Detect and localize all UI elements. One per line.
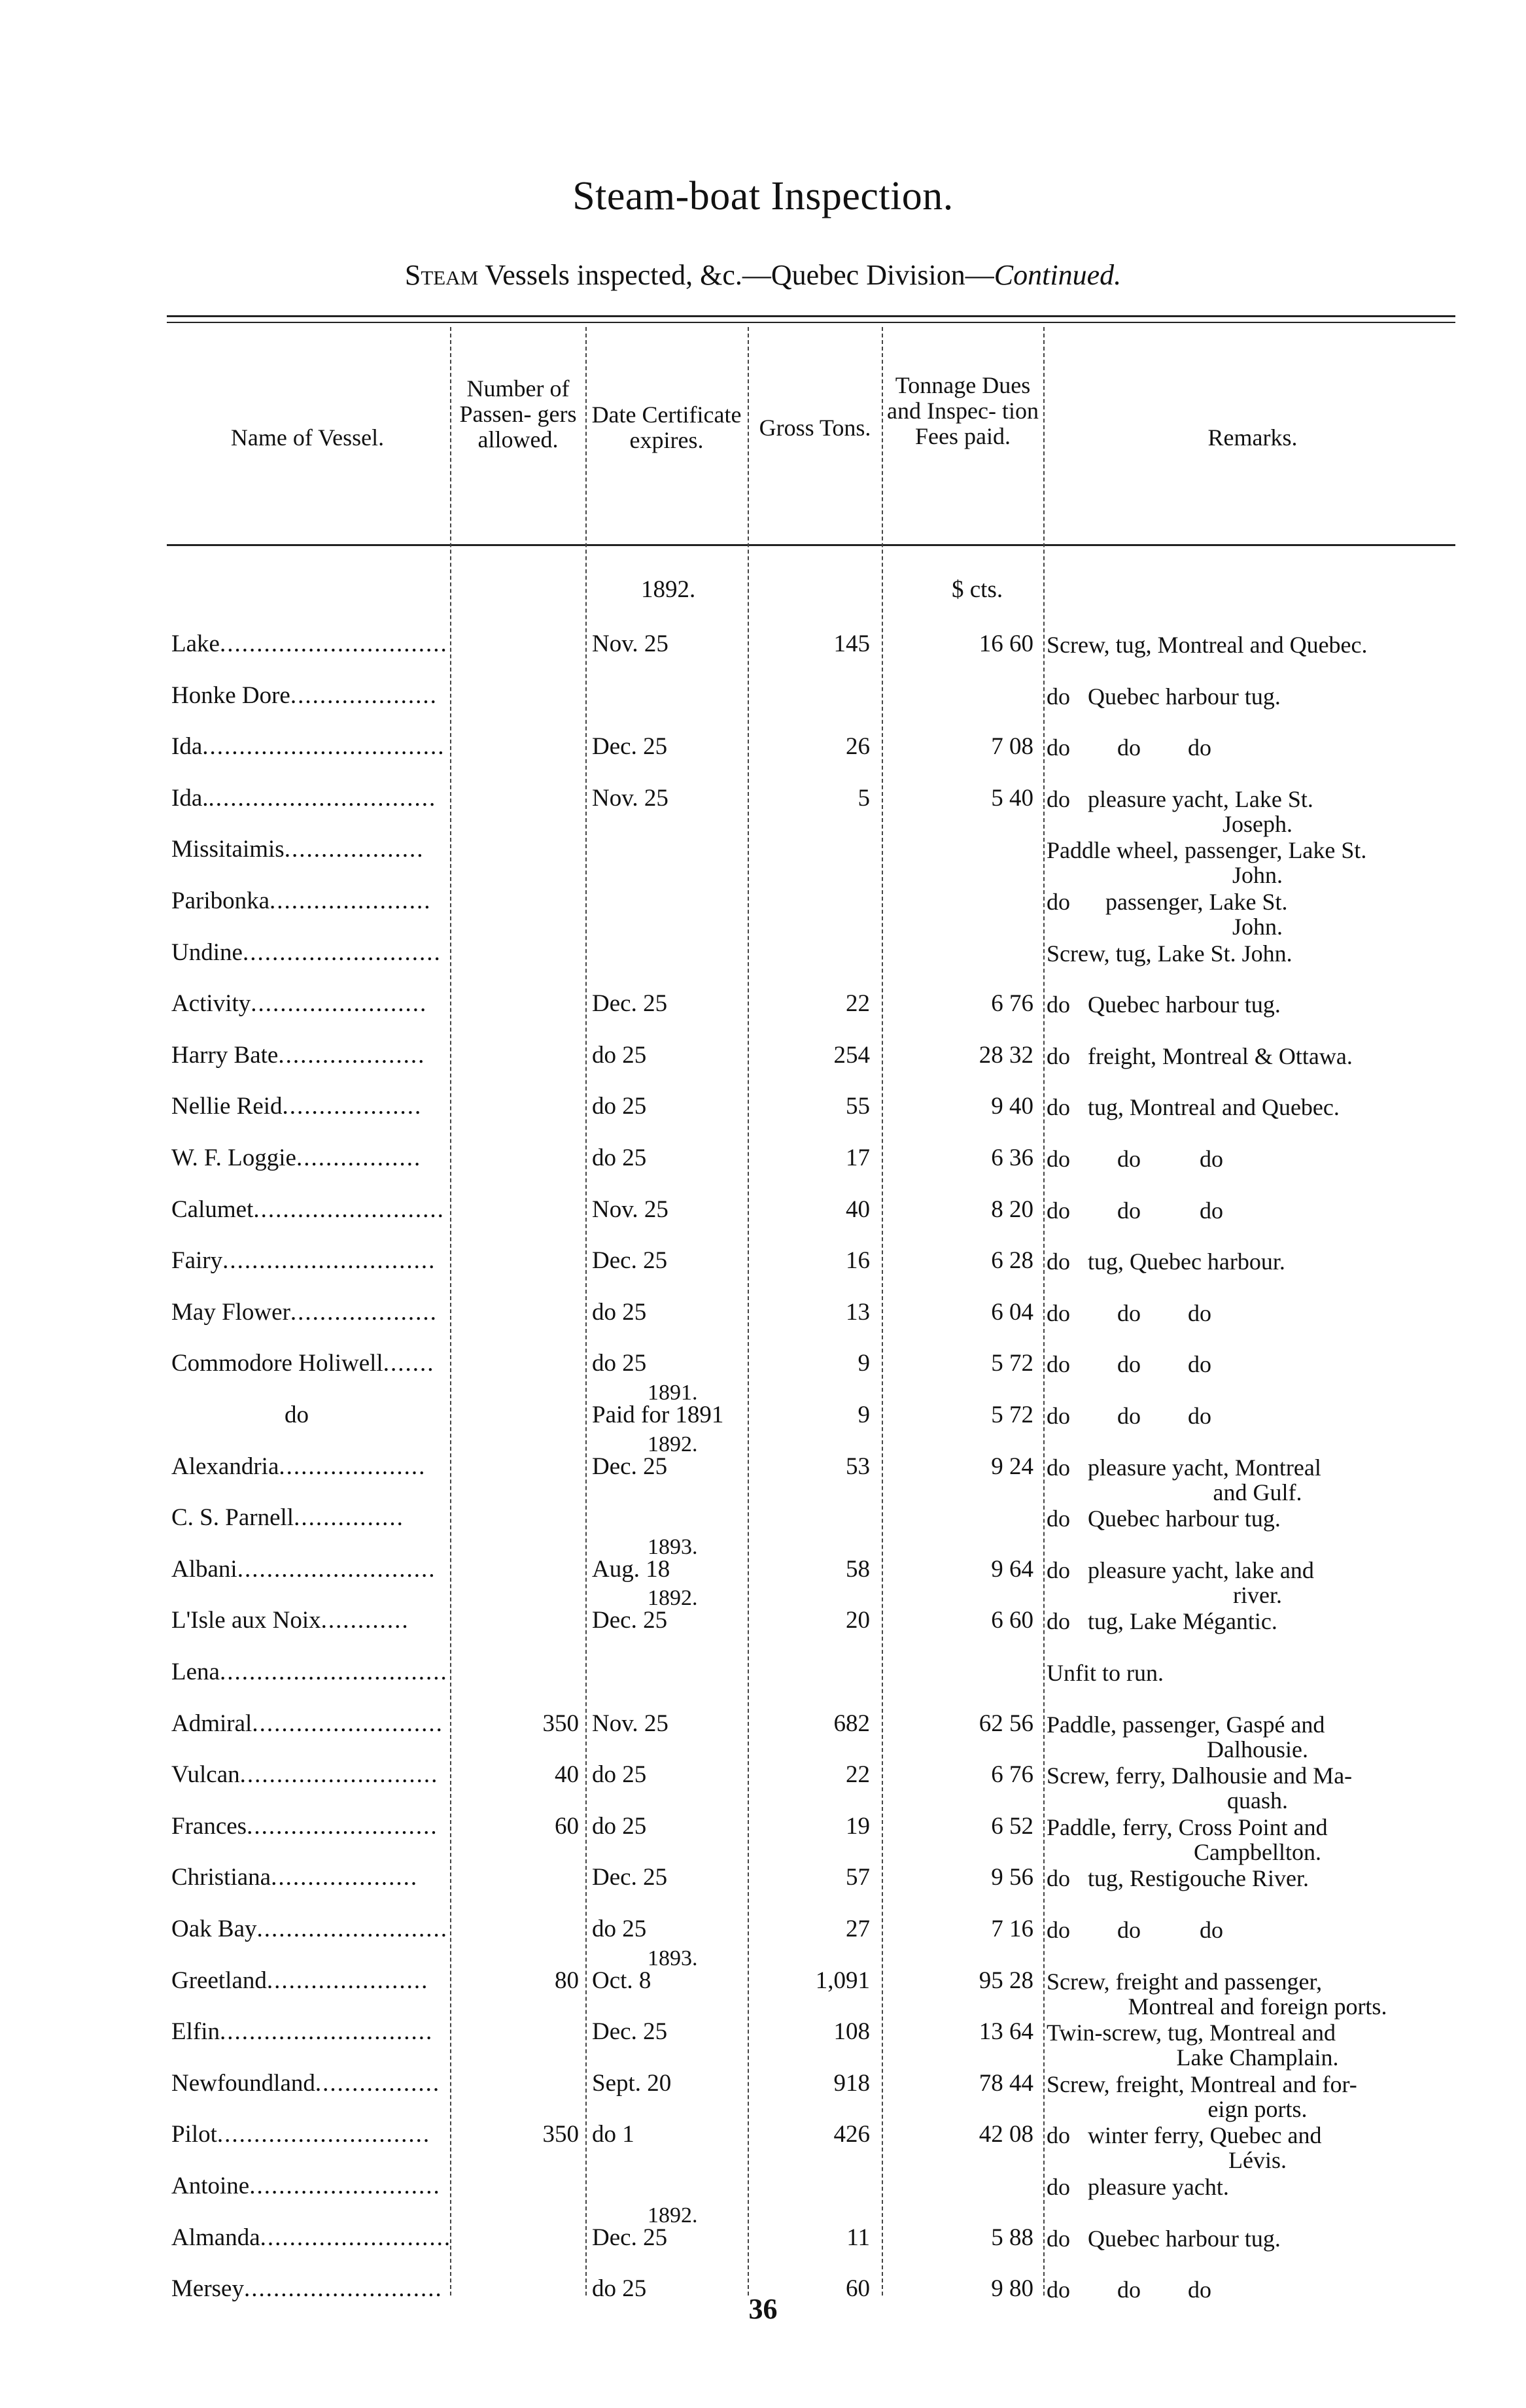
fees-cell: 6 52 [991, 1813, 1033, 1840]
date-cell: do 25 [592, 1042, 647, 1069]
remarks-line: do tug, Restigouche River. [1047, 1865, 1309, 1891]
remarks-cell [1047, 2123, 1468, 2173]
vessel-name: Alexandria.................... [171, 1453, 426, 1480]
vessel-name: Lena............................... [171, 1659, 448, 1685]
fees-cell: 95 28 [979, 1967, 1033, 1994]
date-cell: do 1 [592, 2121, 634, 2148]
date-cell: Dec. 25 [592, 1607, 668, 1634]
vessel-name: May Flower.................... [171, 1299, 438, 1326]
dot-leader: ........................... [239, 1761, 439, 1788]
remarks-line: do do do [1047, 1146, 1223, 1172]
column-divider [882, 327, 883, 2296]
remarks-continuation: Campbellton. [1194, 1839, 1321, 1865]
remarks-line: Twin-screw, tug, Montreal and [1047, 2020, 1336, 2046]
vessel-name: L'Isle aux Noix............ [171, 1607, 409, 1634]
remarks-continuation: Montreal and foreign ports. [1128, 1993, 1387, 2020]
fees-cell: 6 60 [991, 1607, 1033, 1634]
dot-leader: ........................... [243, 2275, 443, 2302]
remarks-cell [1047, 992, 1468, 1017]
remarks-line: do pleasure yacht. [1047, 2174, 1229, 2200]
dot-leader: ....... [383, 1350, 435, 1377]
gross-tons-cell: 57 [846, 1864, 870, 1891]
remarks-line: Screw, tug, Montreal and Quebec. [1047, 632, 1368, 658]
gross-tons-cell: 254 [833, 1042, 870, 1069]
remarks-cell [1047, 1712, 1468, 1762]
remarks-cell [1047, 1301, 1468, 1326]
year-label: 1892. [641, 576, 696, 603]
gross-tons-cell: 918 [833, 2070, 870, 2097]
remarks-continuation: Lévis. [1228, 2147, 1287, 2173]
header-name: Name of Vessel. [230, 424, 385, 451]
dot-leader: ............................... [208, 785, 437, 812]
dot-leader: .................... [278, 1042, 426, 1069]
vessel-name: W. F. Loggie................. [171, 1144, 422, 1171]
remarks-continuation: John. [1232, 862, 1283, 888]
remarks-continuation: eign ports. [1207, 2096, 1308, 2122]
year-subheading: 1892. [648, 1586, 698, 1610]
remarks-cell [1047, 1044, 1468, 1069]
remarks-line: Paddle wheel, passenger, Lake St. [1047, 837, 1367, 863]
dot-leader: ........................... [242, 939, 442, 966]
remarks-line: Screw, ferry, Dalhousie and Ma- [1047, 1763, 1353, 1789]
gross-tons-cell: 145 [833, 630, 870, 657]
remarks-line: Paddle, passenger, Gaspé and [1047, 1711, 1325, 1738]
dot-leader: .................... [279, 1453, 426, 1480]
gross-tons-cell: 9 [858, 1402, 870, 1428]
vessel-name: Almanda.......................... [171, 2224, 452, 2251]
date-cell: do 25 [592, 1813, 647, 1840]
remarks-cell [1047, 2175, 1468, 2199]
remarks-line: do winter ferry, Quebec and [1047, 2122, 1322, 2148]
vessel-name: Activity........................ [171, 990, 428, 1017]
dot-leader: ............................... [219, 630, 448, 657]
remarks-cell [1047, 1198, 1468, 1223]
date-cell: Dec. 25 [592, 1247, 668, 1274]
year-subheading: 1892. [648, 1432, 698, 1456]
remarks-cell [1047, 838, 1468, 887]
remarks-cell [1047, 2226, 1468, 2251]
remarks-line: Unfit to run. [1047, 1660, 1164, 1686]
fees-cell: 9 40 [991, 1093, 1033, 1120]
vessel-name: Newfoundland................. [171, 2070, 441, 2097]
remarks-cell [1047, 684, 1468, 709]
vessel-name: Pilot............................. [171, 2121, 431, 2148]
dot-leader: ................... [282, 1093, 423, 1120]
remarks-cell [1047, 632, 1468, 657]
dot-leader: .......................... [253, 1196, 445, 1223]
remarks-line: do do do [1047, 1917, 1223, 1943]
remarks-line: do do do [1047, 1351, 1211, 1377]
remarks-cell [1047, 1506, 1468, 1531]
remarks-cell [1047, 1146, 1468, 1171]
fees-cell: 9 24 [991, 1453, 1033, 1480]
header-rule [167, 544, 1455, 546]
fees-cell: 78 44 [979, 2070, 1033, 2097]
vessel-name: Oak Bay.......................... [171, 1916, 448, 1942]
fees-cell: 6 28 [991, 1247, 1033, 1274]
column-divider [1043, 327, 1045, 2296]
dot-leader: ................. [296, 1144, 422, 1171]
remarks-cell [1047, 1095, 1468, 1120]
vessel-name: Mersey........................... [171, 2275, 443, 2302]
dot-leader: .................... [271, 1864, 419, 1891]
remarks-continuation: Lake Champlain. [1176, 2044, 1339, 2071]
vessel-name: Missitaimis................... [171, 836, 425, 863]
remarks-cell [1047, 1249, 1468, 1274]
vessel-name: Albani........................... [171, 1556, 436, 1583]
remarks-cell [1047, 1660, 1468, 1685]
gross-tons-cell: 22 [846, 1761, 870, 1788]
fees-cell: 7 08 [991, 733, 1033, 760]
remarks-cell [1047, 889, 1468, 939]
date-cell: Dec. 25 [592, 2018, 668, 2045]
date-cell: Nov. 25 [592, 785, 668, 812]
date-cell: Nov. 25 [592, 1196, 668, 1223]
dot-leader: .......................... [256, 1916, 448, 1942]
remarks-line: do Quebec harbour tug. [1047, 1505, 1281, 1532]
gross-tons-cell: 55 [846, 1093, 870, 1120]
page-title: Steam-boat Inspection. [572, 174, 954, 218]
gross-tons-cell: 22 [846, 990, 870, 1017]
dot-leader: ............................... [219, 1659, 448, 1685]
remarks-line: do Quebec harbour tug. [1047, 991, 1281, 1018]
remarks-continuation: and Gulf. [1213, 1479, 1302, 1505]
date-cell: do 25 [592, 1093, 647, 1120]
date-cell: do 25 [592, 2275, 647, 2302]
remarks-cell [1047, 1815, 1468, 1865]
remarks-cell [1047, 2072, 1468, 2122]
fees-cell: 8 20 [991, 1196, 1033, 1223]
date-cell: Dec. 25 [592, 1453, 668, 1480]
gross-tons-cell: 53 [846, 1453, 870, 1480]
dot-leader: .......................... [247, 1813, 438, 1840]
remarks-cell [1047, 1918, 1468, 1942]
dot-leader: .................... [290, 1299, 438, 1326]
remarks-line: Screw, tug, Lake St. John. [1047, 940, 1292, 967]
remarks-cell [1047, 1403, 1468, 1428]
date-cell: Nov. 25 [592, 1710, 668, 1737]
passengers-cell: 350 [542, 2121, 579, 2148]
date-cell: Dec. 25 [592, 733, 668, 760]
remarks-line: do do do [1047, 1403, 1211, 1429]
vessel-name: Admiral.......................... [171, 1710, 443, 1737]
vessel-name: Harry Bate.................... [171, 1042, 426, 1069]
vessel-name: Frances.......................... [171, 1813, 438, 1840]
date-cell: do 25 [592, 1299, 647, 1326]
fees-cell: 28 32 [979, 1042, 1033, 1069]
remarks-cell [1047, 1455, 1468, 1505]
page-number: 36 [748, 2293, 778, 2325]
caption-continued: Continued. [994, 259, 1122, 291]
remarks-line: do do do [1047, 734, 1211, 761]
fees-cell: 6 36 [991, 1144, 1033, 1171]
passengers-cell: 350 [542, 1710, 579, 1737]
remarks-continuation: Joseph. [1223, 811, 1292, 837]
fees-cell: 13 64 [979, 2018, 1033, 2045]
year-subheading: 1891. [648, 1381, 698, 1405]
gross-tons-cell: 682 [833, 1710, 870, 1737]
dot-leader: .......................... [260, 2224, 452, 2251]
remarks-cell [1047, 787, 1468, 836]
remarks-line: Screw, freight, Montreal and for- [1047, 2071, 1357, 2097]
year-subheading: 1892. [648, 2203, 698, 2227]
vessel-name: Christiana.................... [171, 1864, 419, 1891]
vessel-name: Nellie Reid................... [171, 1093, 423, 1120]
fees-cell: 6 76 [991, 990, 1033, 1017]
vessel-name: Honke Dore.................... [171, 682, 438, 709]
vessel-name: Greetland...................... [171, 1967, 429, 1994]
fees-cell: 9 64 [991, 1556, 1033, 1583]
remarks-line: Paddle, ferry, Cross Point and [1047, 1814, 1328, 1840]
top-rule [167, 315, 1455, 317]
gross-tons-cell: 20 [846, 1607, 870, 1634]
vessel-name: C. S. Parnell............... [171, 1504, 404, 1531]
date-cell: Oct. 8 [592, 1967, 651, 1994]
gross-tons-cell: 58 [846, 1556, 870, 1583]
dot-leader: ............... [294, 1504, 404, 1531]
remarks-line: do do do [1047, 1300, 1211, 1326]
gross-tons-cell: 26 [846, 733, 870, 760]
dot-leader: ............................. [217, 2121, 431, 2148]
vessel-name: Undine........................... [171, 939, 442, 966]
remarks-continuation: quash. [1227, 1787, 1288, 1814]
date-cell: do 25 [592, 1761, 647, 1788]
date-cell: do 25 [592, 1916, 647, 1942]
date-cell: Paid for 1891 [592, 1402, 724, 1428]
vessel-name: Vulcan........................... [171, 1761, 439, 1788]
vessel-name: Elfin............................. [171, 2018, 434, 2045]
vessel-name: Calumet.......................... [171, 1196, 445, 1223]
passengers-cell: 40 [555, 1761, 579, 1788]
passengers-cell: 60 [555, 1813, 579, 1840]
header-remarks: Remarks. [1207, 424, 1298, 451]
fees-cell: 7 16 [991, 1916, 1033, 1942]
remarks-cell [1047, 1866, 1468, 1891]
dot-leader: ................. [315, 2070, 441, 2097]
header-tons: Gross Tons. [759, 415, 871, 441]
date-cell: do 25 [592, 1144, 647, 1171]
vessel-name: Ida................................. [171, 733, 445, 760]
gross-tons-cell: 27 [846, 1916, 870, 1942]
fees-cell: 42 08 [979, 2121, 1033, 2148]
date-cell: Sept. 20 [592, 2070, 672, 2097]
remarks-continuation: John. [1232, 914, 1283, 940]
gross-tons-cell: 426 [833, 2121, 870, 2148]
remarks-line: do pleasure yacht, Montreal [1047, 1454, 1321, 1481]
caption-main: Vessels inspected, &c.—Quebec Division— [478, 259, 994, 291]
dot-leader: ............ [321, 1607, 409, 1634]
vessel-name: Commodore Holiwell....... [171, 1350, 435, 1377]
fees-cell: 5 72 [991, 1402, 1033, 1428]
remarks-line: do do do [1047, 1197, 1223, 1224]
date-cell: Nov. 25 [592, 630, 668, 657]
remarks-cell [1047, 941, 1468, 966]
vessel-name: Ida................................ [171, 785, 437, 812]
remarks-line: do freight, Montreal & Ottawa. [1047, 1043, 1353, 1069]
remarks-line: do passenger, Lake St. [1047, 889, 1288, 915]
remarks-line: do tug, Quebec harbour. [1047, 1248, 1285, 1275]
column-divider [585, 327, 587, 2296]
remarks-line: do tug, Lake Mégantic. [1047, 1608, 1277, 1634]
dot-leader: .......................... [252, 1710, 443, 1737]
caption-small-caps: Steam [404, 259, 479, 291]
fees-cell: 5 88 [991, 2224, 1033, 2251]
date-cell: Dec. 25 [592, 1864, 668, 1891]
fees-cell: 16 60 [979, 630, 1033, 657]
year-subheading: 1893. [648, 1535, 698, 1559]
fees-cell: 9 56 [991, 1864, 1033, 1891]
dot-leader: ............................. [222, 1247, 436, 1274]
gross-tons-cell: 60 [846, 2275, 870, 2302]
dot-leader: ................................. [202, 733, 445, 760]
column-divider [450, 327, 451, 2296]
remarks-cell [1047, 2020, 1468, 2070]
gross-tons-cell: 19 [846, 1813, 870, 1840]
remarks-line: do do do [1047, 2277, 1211, 2303]
gross-tons-cell: 13 [846, 1299, 870, 1326]
remarks-continuation: river. [1233, 1582, 1282, 1608]
fees-cell: 9 80 [991, 2275, 1033, 2302]
currency-label: $ cts. [952, 576, 1003, 603]
remarks-cell [1047, 735, 1468, 760]
remarks-cell [1047, 1352, 1468, 1377]
vessel-name: do [285, 1402, 309, 1428]
vessel-name: Paribonka...................... [171, 887, 432, 914]
top-rule-2 [167, 322, 1455, 323]
vessel-name: Lake............................... [171, 630, 448, 657]
year-subheading: 1893. [648, 1946, 698, 1970]
remarks-line: Screw, freight and passenger, [1047, 1969, 1323, 1995]
dot-leader: ...................... [269, 887, 432, 914]
dot-leader: .................... [290, 682, 438, 709]
date-cell: do 25 [592, 1350, 647, 1377]
gross-tons-cell: 16 [846, 1247, 870, 1274]
remarks-cell [1047, 1609, 1468, 1634]
date-cell: Dec. 25 [592, 2224, 668, 2251]
header-fees: Tonnage Dues and Inspec- tion Fees paid. [887, 372, 1039, 449]
gross-tons-cell: 108 [833, 2018, 870, 2045]
vessel-name: Antoine.......................... [171, 2173, 441, 2199]
date-cell: Dec. 25 [592, 990, 668, 1017]
dot-leader: ...................... [266, 1967, 429, 1994]
dot-leader: .......................... [249, 2173, 441, 2199]
gross-tons-cell: 9 [858, 1350, 870, 1377]
passengers-cell: 80 [555, 1967, 579, 1994]
fees-cell: 5 40 [991, 785, 1033, 812]
gross-tons-cell: 11 [846, 2224, 870, 2251]
remarks-cell [1047, 1763, 1468, 1813]
dot-leader: ................... [284, 836, 425, 863]
gross-tons-cell: 17 [846, 1144, 870, 1171]
gross-tons-cell: 5 [858, 785, 870, 812]
remarks-line: do pleasure yacht, Lake St. [1047, 786, 1313, 812]
vessel-name: Fairy............................. [171, 1247, 436, 1274]
remarks-cell [1047, 1969, 1468, 2019]
fees-cell: 6 76 [991, 1761, 1033, 1788]
remarks-line: do Quebec harbour tug. [1047, 683, 1281, 710]
gross-tons-cell: 40 [846, 1196, 870, 1223]
remarks-line: do pleasure yacht, lake and [1047, 1557, 1314, 1583]
remarks-continuation: Dalhousie. [1207, 1736, 1308, 1763]
table-caption [0, 258, 1526, 292]
date-cell: Aug. 18 [592, 1556, 670, 1583]
header-passengers: Number of Passen- gers allowed. [459, 375, 577, 453]
dot-leader: ........................... [237, 1556, 436, 1583]
remarks-cell [1047, 1558, 1468, 1608]
fees-cell: 62 56 [979, 1710, 1033, 1737]
column-divider [748, 327, 749, 2296]
dot-leader: ............................. [219, 2018, 434, 2045]
remarks-line: do tug, Montreal and Quebec. [1047, 1094, 1340, 1120]
header-date: Date Certificate expires. [591, 402, 742, 453]
fees-cell: 6 04 [991, 1299, 1033, 1326]
dot-leader: ........................ [251, 990, 428, 1017]
gross-tons-cell: 1,091 [815, 1967, 870, 1994]
remarks-line: do Quebec harbour tug. [1047, 2226, 1281, 2252]
fees-cell: 5 72 [991, 1350, 1033, 1377]
